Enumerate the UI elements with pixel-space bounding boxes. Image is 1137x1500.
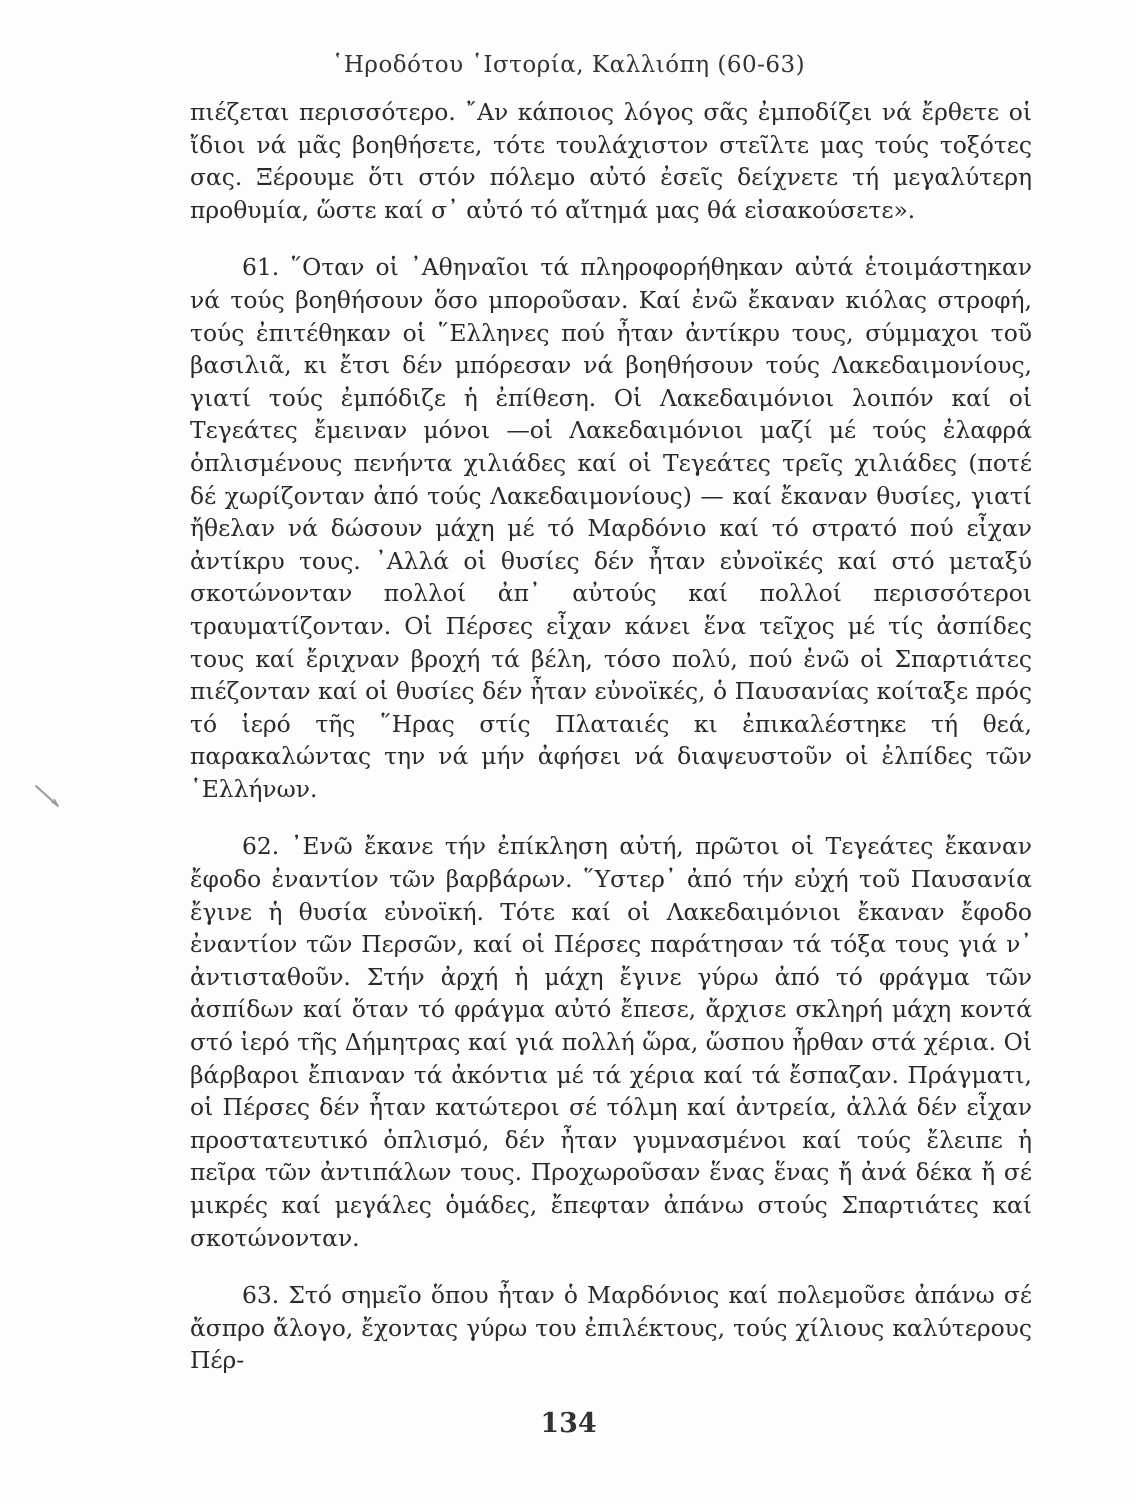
running-title: ῾Ηροδότου ῾Ιστορία, Καλλιόπη (60-63) — [331, 52, 806, 78]
paragraph-text: πιέζεται περισσότερο. ῎Αν κάποιος λόγος σᾶς ἐμποδίζει νά ἔρθετε οἱ ἴδιοι νά μᾶς βοηθήσετε, τότε τουλάχιστον στεῖλτε μας τούς τοξότες σας. Ξέρουμε ὅτι στόν πόλεμο αὐτό ἐσεῖς δείχνετε τή μεγαλύτερη προθυμία, ὥστε καί σ᾽ αὐτό τό αἴτημά μας θά εἰσακούσετε». — [190, 98, 1032, 224]
paragraph-text: ῞Οταν οἱ ᾽Αθηναῖοι τά πληροφορήθηκαν αὐτά ἑτοιμάστηκαν νά τούς βοηθήσουν ὅσο μποροῦσαν. Καί ἐνῶ ἔκαναν κιόλας στροφή, τούς ἐπιτέθηκαν οἱ ῞Ελληνες πού ἦταν ἀντίκρυ τους, σύμμαχοι τοῦ βασιλιᾶ, κι ἔτσι δέν μπόρεσαν νά βοηθήσουν τούς Λακεδαιμονίους, γιατί τούς ἐμπόδιζε ἡ ἐπίθεση. Οἱ Λακεδαιμόνιοι λοιπόν καί οἱ Τεγεάτες ἔμειναν μόνοι —οἱ Λακεδαιμόνιοι μαζί μέ τούς ἐλαφρά ὁπλισμένους πενήντα χιλιάδες καί οἱ Τεγεάτες τρεῖς χιλιάδες (ποτέ δέ χωρίζονταν ἀπό τούς Λακεδαιμονίους) — καί ἔκαναν θυσίες, γιατί ἤθελαν νά δώσουν μάχη μέ τό Μαρδόνιο καί τό στρατό πού εἶχαν ἀντίκρυ τους. ᾽Αλλά οἱ θυσίες δέν ἦταν εὐνοϊκές καί στό μεταξύ σκοτώνονταν πολλοί ἀπ᾽ αὐτούς καί πολλοί περισσότεροι τραυματίζονταν. Οἱ Πέρσες εἶχαν κάνει ἕνα τεῖχος μέ τίς ἀσπίδες τους καί ἔριχναν βροχή τά βέλη, τόσο πολύ, πού ἐνῶ οἱ Σπαρτιάτες πιέζονταν καί οἱ θυσίες δέν ἦταν εὐνοϊκές, ὁ Παυσανίας κοίταξε πρός τό ἱερό τῆς ῞Ηρας στίς Πλαταιές κι ἐπικαλέστηκε τή θεά, παρακαλώντας την νά μήν ἀφήσει νά διαψευστοῦν οἱ ἐλπίδες τῶν ῾Ελλήνων. — [190, 253, 1032, 803]
paragraph-continuation — [190, 96, 1032, 226]
margin-pencil-mark — [34, 782, 62, 810]
page-number: 134 — [540, 1408, 597, 1439]
section-63 — [190, 1279, 1032, 1377]
section-number: 61. — [242, 253, 280, 282]
section-62 — [190, 830, 1032, 1254]
paragraph-text: Στό σημεῖο ὅπου ἦταν ὁ Μαρδόνιος καί πολεμοῦσε ἀπάνω σέ ἄσπρο ἄλογο, ἔχοντας γύρω του ἐπιλέκτους, τούς χίλιους καλύτερους Πέρ- — [190, 1281, 1032, 1375]
section-61 — [190, 251, 1032, 805]
body-text — [190, 96, 1032, 1377]
section-number: 62. — [242, 832, 280, 861]
paragraph-text: ᾽Ενῶ ἔκανε τήν ἐπίκληση αὐτή, πρῶτοι οἱ Τεγεάτες ἔκαναν ἔφοδο ἐναντίον τῶν βαρβάρων. ῞Υστερ᾽ ἀπό τήν εὐχή τοῦ Παυσανία ἔγινε ἡ θυσία εὐνοϊκή. Τότε καί οἱ Λακεδαιμόνιοι ἔκαναν ἔφοδο ἐναντίον τῶν Περσῶν, καί οἱ Πέρσες παράτησαν τά τόξα τους γιά ν᾽ ἀντισταθοῦν. Στήν ἀρχή ἡ μάχη ἔγινε γύρω ἀπό τό φράγμα τῶν ἀσπίδων καί ὅταν τό φράγμα αὐτό ἔπεσε, ἄρχισε σκληρή μάχη κοντά στό ἱερό τῆς Δήμητρας καί γιά πολλή ὥρα, ὥσπου ἦρθαν στά χέρια. Οἱ βάρβαροι ἔπιαναν τά ἀκόντια μέ τά χέρια καί τά ἔσπαζαν. Πράγματι, οἱ Πέρσες δέν ἦταν κατώτεροι σέ τόλμη καί ἀντρεία, ἀλλά δέν εἶχαν προστατευτικό ὁπλισμό, δέν ἦταν γυμνασμένοι καί τούς ἔλειπε ἡ πεῖρα τῶν ἀντιπάλων τους. Προχωροῦσαν ἕνας ἕνας ἤ ἀνά δέκα ἤ σέ μικρές καί μεγάλες ὁμάδες, ἔπεφταν ἀπάνω στούς Σπαρτιάτες καί σκοτώνονταν. — [190, 832, 1033, 1252]
section-number: 63. — [242, 1281, 280, 1310]
